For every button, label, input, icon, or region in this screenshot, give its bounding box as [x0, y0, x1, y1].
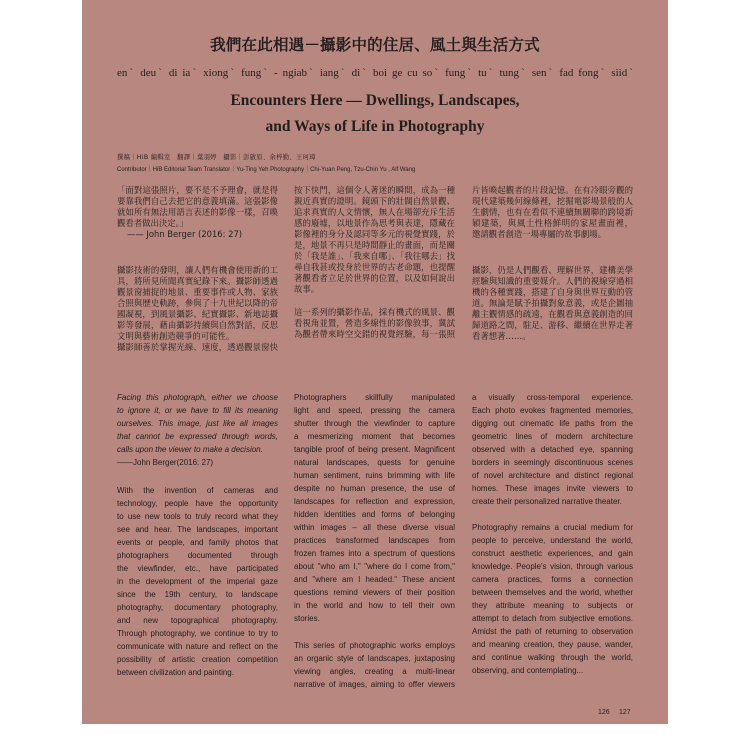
text-line: 按下快門，這個令人著迷的瞬間，成為一種 — [294, 184, 455, 195]
text-line: 尋自我甚或投身於世界的古老命題，也提醒 — [294, 261, 455, 272]
text-line: the viewfinder, etc., have participated — [117, 563, 278, 573]
chinese-paragraph — [117, 342, 278, 353]
text-line: digging out cinematic life paths from the — [472, 418, 633, 428]
text-line: to use new tools to truly record what they — [117, 511, 278, 521]
text-line: and "where am I headed." These ancient — [294, 574, 455, 584]
text-line: 生劇情，也有在看似不連續無關聯的跨境新 — [472, 206, 633, 217]
english-title-line: and Ways of Life in Photography — [265, 118, 485, 135]
text-line: With the invention of cameras and — [117, 485, 278, 495]
text-line: light and speed, pressing the camera — [294, 405, 455, 415]
text-line: camera practices, forms a connection — [472, 574, 633, 584]
text-line: 於「我是誰」、「我來自哪」、「我往哪去」找 — [294, 250, 455, 261]
text-line: attempt to detach from subjective emotions. — [472, 613, 633, 623]
text-line: a visually cross-temporal experience. — [472, 392, 633, 402]
text-line: of novel architecture and distinct regional — [472, 470, 633, 480]
text-line: calls upon the viewer to make a decision. — [117, 444, 263, 454]
text-line: despite no human presence, the use of — [294, 483, 455, 493]
text-line: 感的廢墟，以地景作為思考與表達，隱藏在 — [294, 217, 455, 228]
text-line: ourselves. This image, just like all images — [117, 418, 278, 428]
chinese-paragraph — [294, 307, 455, 340]
english-title-line: Encounters Here — Dwellings, Landscapes, — [230, 92, 520, 109]
text-line: 是，地景不再只是時間靜止的畫面，而是關 — [294, 239, 455, 250]
text-line: questions remind viewers of their position — [294, 587, 455, 597]
text-line: 觀看者做出決定。」 — [117, 217, 189, 228]
text-line: they attribute meaning to subjects or — [472, 600, 633, 610]
text-line: and continue walking through the world, — [472, 652, 633, 662]
chinese-quote-citation: —— John Berger (2016: 27) — [127, 228, 243, 239]
text-line: 攝影師善於掌握光線、速度，透過觀景窗快 — [117, 341, 278, 352]
text-line: 機的各種實踐，搭建了自身與世界互動的管 — [472, 286, 633, 297]
text-line: to ignore it, or we have to fill its meaning — [117, 405, 278, 415]
english-credits: Contributor｜HiB Editorial Team Translator｜Yu-Ting Yeh Photography｜Chi-Yuan Peng, Tzu-Chin Yu , Alf Wang — [117, 167, 416, 173]
text-line: in the world and how to tell their own — [294, 600, 455, 610]
text-line: an organic style of landscapes, juxtaposing — [294, 653, 455, 663]
text-line: 經驗與知識的重要媒介。人們的視線穿過相 — [472, 275, 633, 286]
text-line: 影像裡的身分及認同等多元的視覺實踐，於 — [294, 228, 455, 239]
text-line: events or people, and family photos that — [117, 537, 278, 547]
text-line: shutter through the viewfinder to capture — [294, 418, 455, 428]
text-line: knowledge. People's vision, through various — [472, 561, 633, 571]
text-line: Facing this photograph, either we choose — [117, 392, 278, 402]
text-line: about "who am I," "where do I come from," — [294, 561, 455, 571]
text-line: between themselves and the world, whether — [472, 587, 633, 597]
text-line: landscapes for reflection and expression, — [294, 496, 455, 506]
text-line: communicate with nature and reflect on the — [117, 641, 278, 651]
text-line: frozen frames into a spectrum of questions — [294, 548, 455, 558]
chinese-credits: 撰稿｜HiB 編輯室 翻譯｜葉羽婷 攝影｜彭啟原、余梓勤、王珂璋 — [117, 154, 316, 161]
text-line: a mesmerizing moment that becomes — [294, 431, 455, 441]
text-line: 邀請觀者創造一場專屬的故事劇場。 — [472, 228, 606, 239]
text-line: and meaning creation, they pause, wander, — [472, 639, 633, 649]
text-line: 現代建築幾何線條裡，挖掘電影場景般的人 — [472, 195, 633, 206]
text-line: between civilization and painting. — [117, 667, 234, 677]
english-paragraph — [472, 391, 633, 508]
text-line: tangible proof of being present. Magnificent — [294, 444, 455, 454]
chinese-paragraph — [472, 185, 633, 240]
page-number-left: 126 — [598, 709, 610, 716]
text-line: possibility of artistic creation competition — [117, 654, 278, 664]
text-line: 道。無論是賦予拍攝對象意義，或是企圖抽 — [472, 297, 633, 308]
text-line: in the development of the imperial gaze — [117, 576, 278, 586]
text-line: 追求真實的人文情懷，無人在場卻充斥生活 — [294, 206, 455, 217]
text-line: since the 19th century, to landscape — [117, 589, 278, 599]
text-line: 看著想著……。 — [472, 330, 531, 341]
text-line: create their personalized narrative theater. — [472, 496, 622, 506]
text-line: human sentiment, ruins brimming with life — [294, 470, 455, 480]
text-line: Through photography, we continue to try to — [117, 628, 278, 638]
text-line: 這一系列的攝影作品，採有機式的風景、觀 — [294, 306, 455, 317]
text-line: 攝影，仍是人們觀看、理解世界，建構美學 — [472, 264, 633, 275]
text-line: technology, people have the opportunity — [117, 498, 278, 508]
text-line: 為觀者帶來時空交錯的視覺經驗，每一張照 — [294, 328, 455, 339]
text-line: 文明與藝術創造競爭的可能性。 — [117, 330, 235, 341]
chinese-quote-john-berger — [117, 185, 278, 229]
text-line: This series of photographic works employs — [294, 640, 455, 650]
text-line: 離主觀情感的疏遠，在觀看與意義創造的回 — [472, 308, 633, 319]
text-line: hidden identities and forms of belonging — [294, 509, 455, 519]
text-line: people to perceive, understand the world, — [472, 535, 633, 545]
text-line: Photographers skillfully manipulated — [294, 392, 455, 402]
text-line: 親近真實的證明。鏡頭下的壯闊自然景觀、 — [294, 195, 455, 206]
text-line: 著觀看者立足於世界的位置，以及如何說出 — [294, 272, 455, 283]
chinese-paragraph — [472, 265, 633, 342]
text-line: 要靠我們自己去把它的意義填滿。這張影像 — [117, 195, 278, 206]
text-line: 影等發展，藉由攝影持續與自然對話，反思 — [117, 319, 278, 330]
text-line: 就如所有無法用語言表述的影像一樣，召喚 — [117, 206, 278, 217]
chinese-paragraph — [294, 185, 455, 295]
text-line: 歸道路之間，駐足、游移、繼續在世界走著 — [472, 319, 633, 330]
text-line: 具，將所見所聞真實紀錄下來。攝影師透過 — [117, 275, 278, 286]
text-line: homes. These images invite viewers to — [472, 483, 633, 493]
text-line: observed with a detached eye, spanning — [472, 444, 633, 454]
english-title — [82, 88, 668, 140]
english-paragraph — [294, 391, 455, 625]
text-line: construct aesthetic experiences, and gain — [472, 548, 633, 558]
text-line: within images – all these diverse visual — [294, 522, 455, 532]
text-line: 故事。 — [294, 283, 320, 294]
text-line: Photography remains a crucial medium for — [472, 522, 633, 532]
text-line: Amidst the path of returning to observation — [472, 626, 633, 636]
text-line: and new topographical photography. — [117, 615, 278, 625]
page-number-right: 127 — [619, 709, 631, 716]
english-paragraph — [472, 521, 633, 677]
text-line: geometric lines of modern architecture — [472, 431, 633, 441]
text-line: 看視角並置，營造多線性的影像敘事，冀試 — [294, 317, 455, 328]
chinese-paragraph — [117, 265, 278, 342]
text-line: photography, documentary photography, — [117, 602, 278, 612]
english-paragraph — [294, 639, 455, 691]
text-line: 「面對這張照片，要不是不予理會，就是得 — [117, 184, 278, 195]
text-line: 穎建築，與風土性格鮮明的家屋畫面裡， — [472, 217, 633, 228]
chinese-title: 我們在此相遇－攝影中的住居、風土與生活方式 — [210, 36, 540, 54]
text-line: 攝影技術的發明，讓人們有機會使用新的工 — [117, 264, 278, 275]
text-line: borders in seemingly discontinuous scenes — [472, 457, 633, 467]
text-line: Each photo evokes fragmented memories, — [472, 405, 633, 415]
text-line: 觀景窗捕捉的地景、重要事件或人物、家族 — [117, 286, 278, 297]
text-line: viewing angles, creating a multi-linear — [294, 666, 455, 676]
english-paragraph — [117, 484, 278, 679]
english-quote-citation: ——John Berger(2016: 27) — [117, 457, 214, 467]
english-quote-john-berger — [117, 391, 278, 456]
text-line: see and hear. The landscapes, important — [117, 524, 278, 534]
text-line: 合照與歷史軌跡，參與了十九世紀以降的帝 — [117, 297, 278, 308]
text-line: natural landscapes, quests for genuine — [294, 457, 455, 467]
text-line: practices transformed landscapes from — [294, 535, 455, 545]
text-line: that cannot be expressed through words, — [117, 431, 278, 441]
text-line: observing, and contemplating... — [472, 665, 584, 675]
text-line: 國凝視，到風景攝影、紀實攝影、新地誌攝 — [117, 308, 278, 319]
hakka-romanization-title: enˋ deuˋ di iaˋ xiongˋ fungˋ - ngiabˋ iangˋ diˋ boi ge cu soˋ fungˋ tuˋ tungˋ senˋ fad fongˋ siidˋ — [117, 67, 633, 79]
magazine-page — [82, 0, 668, 724]
text-line: narrative of images, aiming to offer viewers — [294, 679, 455, 689]
text-line: photographers documented through — [117, 550, 278, 560]
text-line: stories. — [294, 613, 320, 623]
text-line: 片皆喚起觀者的片段記憶。在有冷眼旁觀的 — [472, 184, 633, 195]
